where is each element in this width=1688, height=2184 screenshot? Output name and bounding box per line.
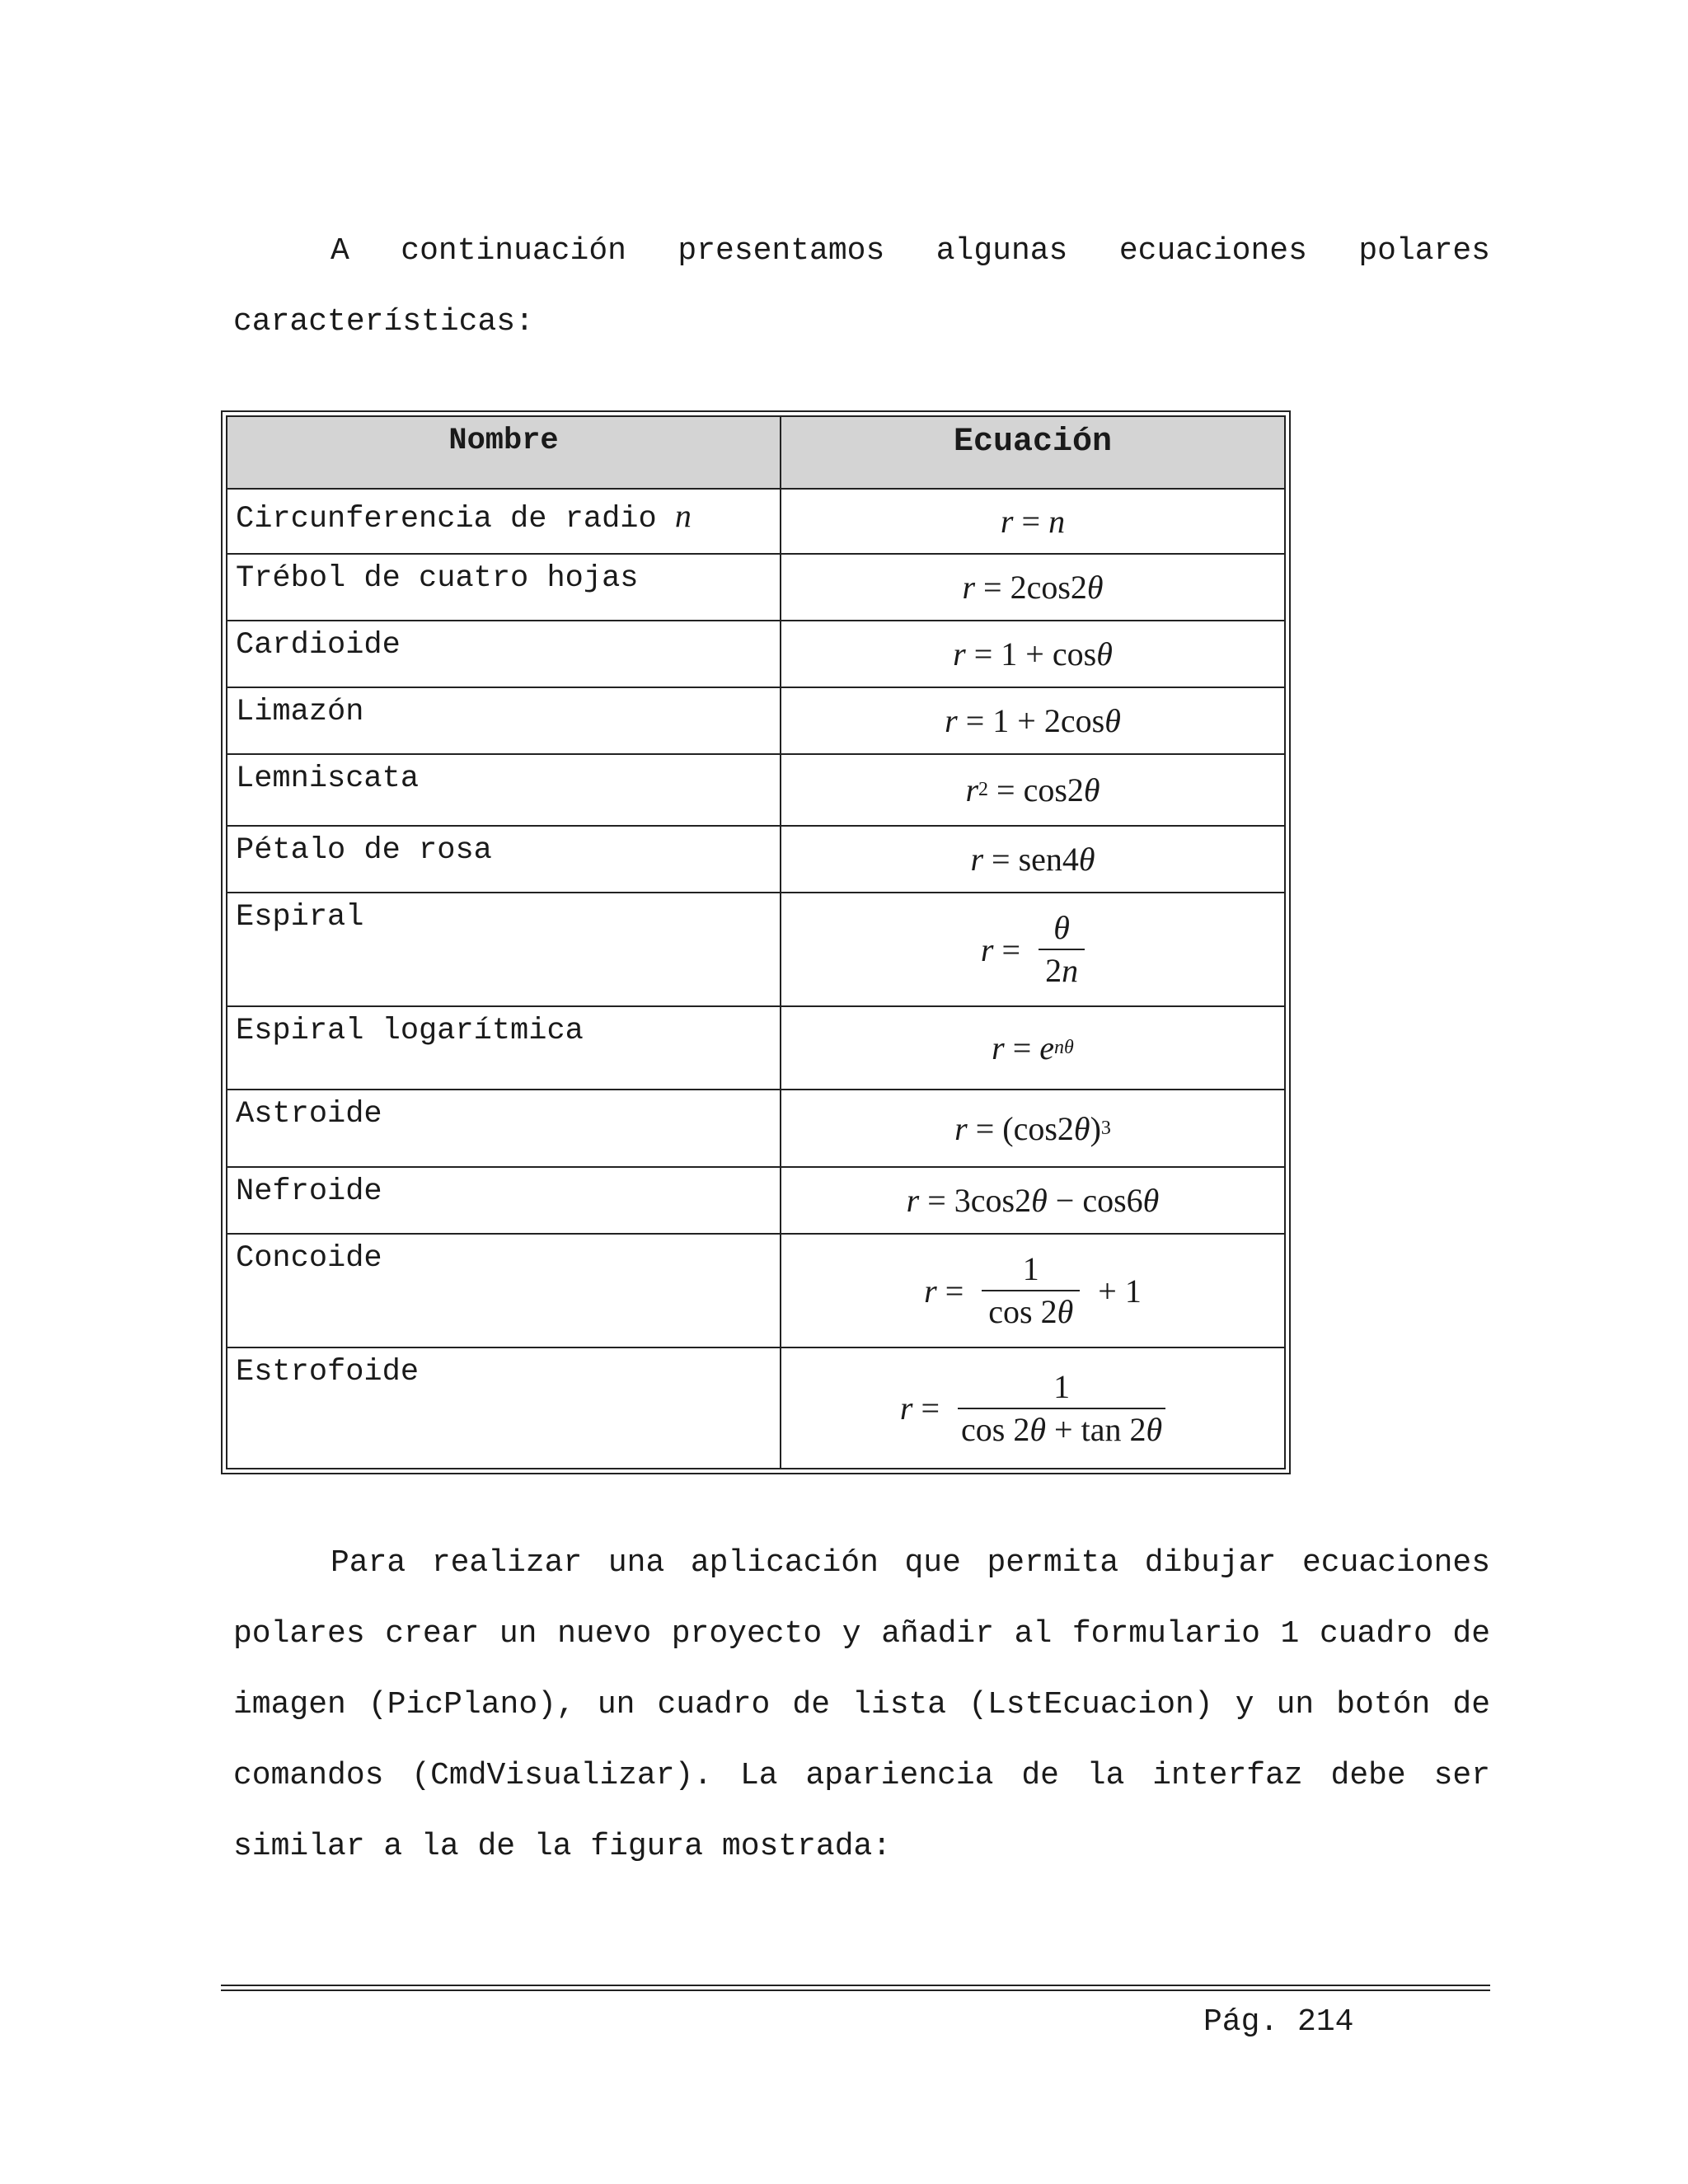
table-row — [227, 1347, 1284, 1468]
equation-espiral: r = $\frac{\theta}{2n}$ — [781, 893, 1284, 1005]
table-body — [226, 415, 1286, 1469]
equation-trebol: r = 2 cos 2 θ — [962, 569, 1104, 606]
page-number: Pág. 214 — [1203, 2004, 1354, 2040]
table-row — [227, 553, 1284, 620]
table-row — [227, 825, 1284, 892]
table-header-row — [227, 417, 1284, 488]
intro-paragraph: A continuación presentamos algunas ecuaciones polares características: — [233, 233, 1490, 340]
equation-lemniscata: r 2 = cos 2 θ — [965, 771, 1100, 808]
row-name: Astroide — [227, 1090, 781, 1166]
row-name: Trébol de cuatro hojas — [227, 555, 781, 620]
equation-nefroide: r = 3 cos 2 θ − cos 6 θ — [906, 1182, 1160, 1219]
table-row — [227, 687, 1284, 753]
row-name: Pétalo de rosa — [227, 827, 781, 892]
equation-espiral-logaritmica: r = e nθ — [992, 1029, 1074, 1066]
table-row — [227, 620, 1284, 687]
row-name: Espiral logarítmica — [227, 1007, 781, 1089]
row-name: Lemniscata — [227, 755, 781, 825]
table-row — [227, 892, 1284, 1005]
fraction: $\frac{1}{\cos 2\theta}$ — [982, 1249, 1080, 1333]
row-name: Estrofoide — [227, 1348, 781, 1468]
fraction: $\frac{\theta}{2n}$ — [1039, 907, 1085, 991]
fraction: $\frac{1}{\cos 2\theta + \tan 2\theta}$ — [958, 1366, 1165, 1451]
row-name: Nefroide — [227, 1168, 781, 1233]
equation-circunferencia: r = n — [1000, 503, 1066, 540]
footer-rule-top — [221, 1985, 1490, 1986]
equation-petalo: r = sen 4 θ — [970, 841, 1095, 878]
body-paragraph: Para realizar una aplicación que permita dibujar ecuaciones polares crear un nuevo proyecto y añadir al formulario 1 cuadro de imagen (PicPlano), un cuadro de lista (LstEcuacion) y un botón de comandos (CmdVisualizar). La apariencia de la interfaz debe ser similar a la de la figura mostrada: — [233, 1545, 1490, 1864]
table-row — [227, 753, 1284, 825]
row-name: Limazón — [227, 688, 781, 753]
radius-variable: n — [674, 497, 692, 534]
polar-equations-table — [221, 410, 1291, 1474]
header-ecuacion: Ecuación — [953, 424, 1113, 461]
equation-concoide: r = $\frac{1}{\cos 2\theta}$ + 1 — [781, 1235, 1284, 1347]
table-row — [227, 1166, 1284, 1233]
table-row — [227, 1005, 1284, 1089]
table-row — [227, 488, 1284, 553]
table-row — [227, 1233, 1284, 1347]
table-row — [227, 1089, 1284, 1166]
row-name: Cardioide — [227, 621, 781, 687]
equation-estrofoide: r = $\frac{1}{\cos 2\theta + \tan 2\theta}$ — [781, 1348, 1284, 1468]
equation-astroide: r = ( cos 2 θ ) 3 — [954, 1109, 1111, 1147]
equation-cardioide: r = 1 + cos θ — [953, 635, 1113, 673]
row-name: Concoide — [227, 1235, 781, 1347]
row-name: Circunferencia de radio n — [227, 490, 781, 553]
header-nombre: Nombre — [227, 417, 781, 488]
row-name: Espiral — [227, 893, 781, 1005]
footer-rule-bottom — [221, 1990, 1490, 1991]
equation-limazon: r = 1 + 2 cos θ — [945, 702, 1121, 739]
